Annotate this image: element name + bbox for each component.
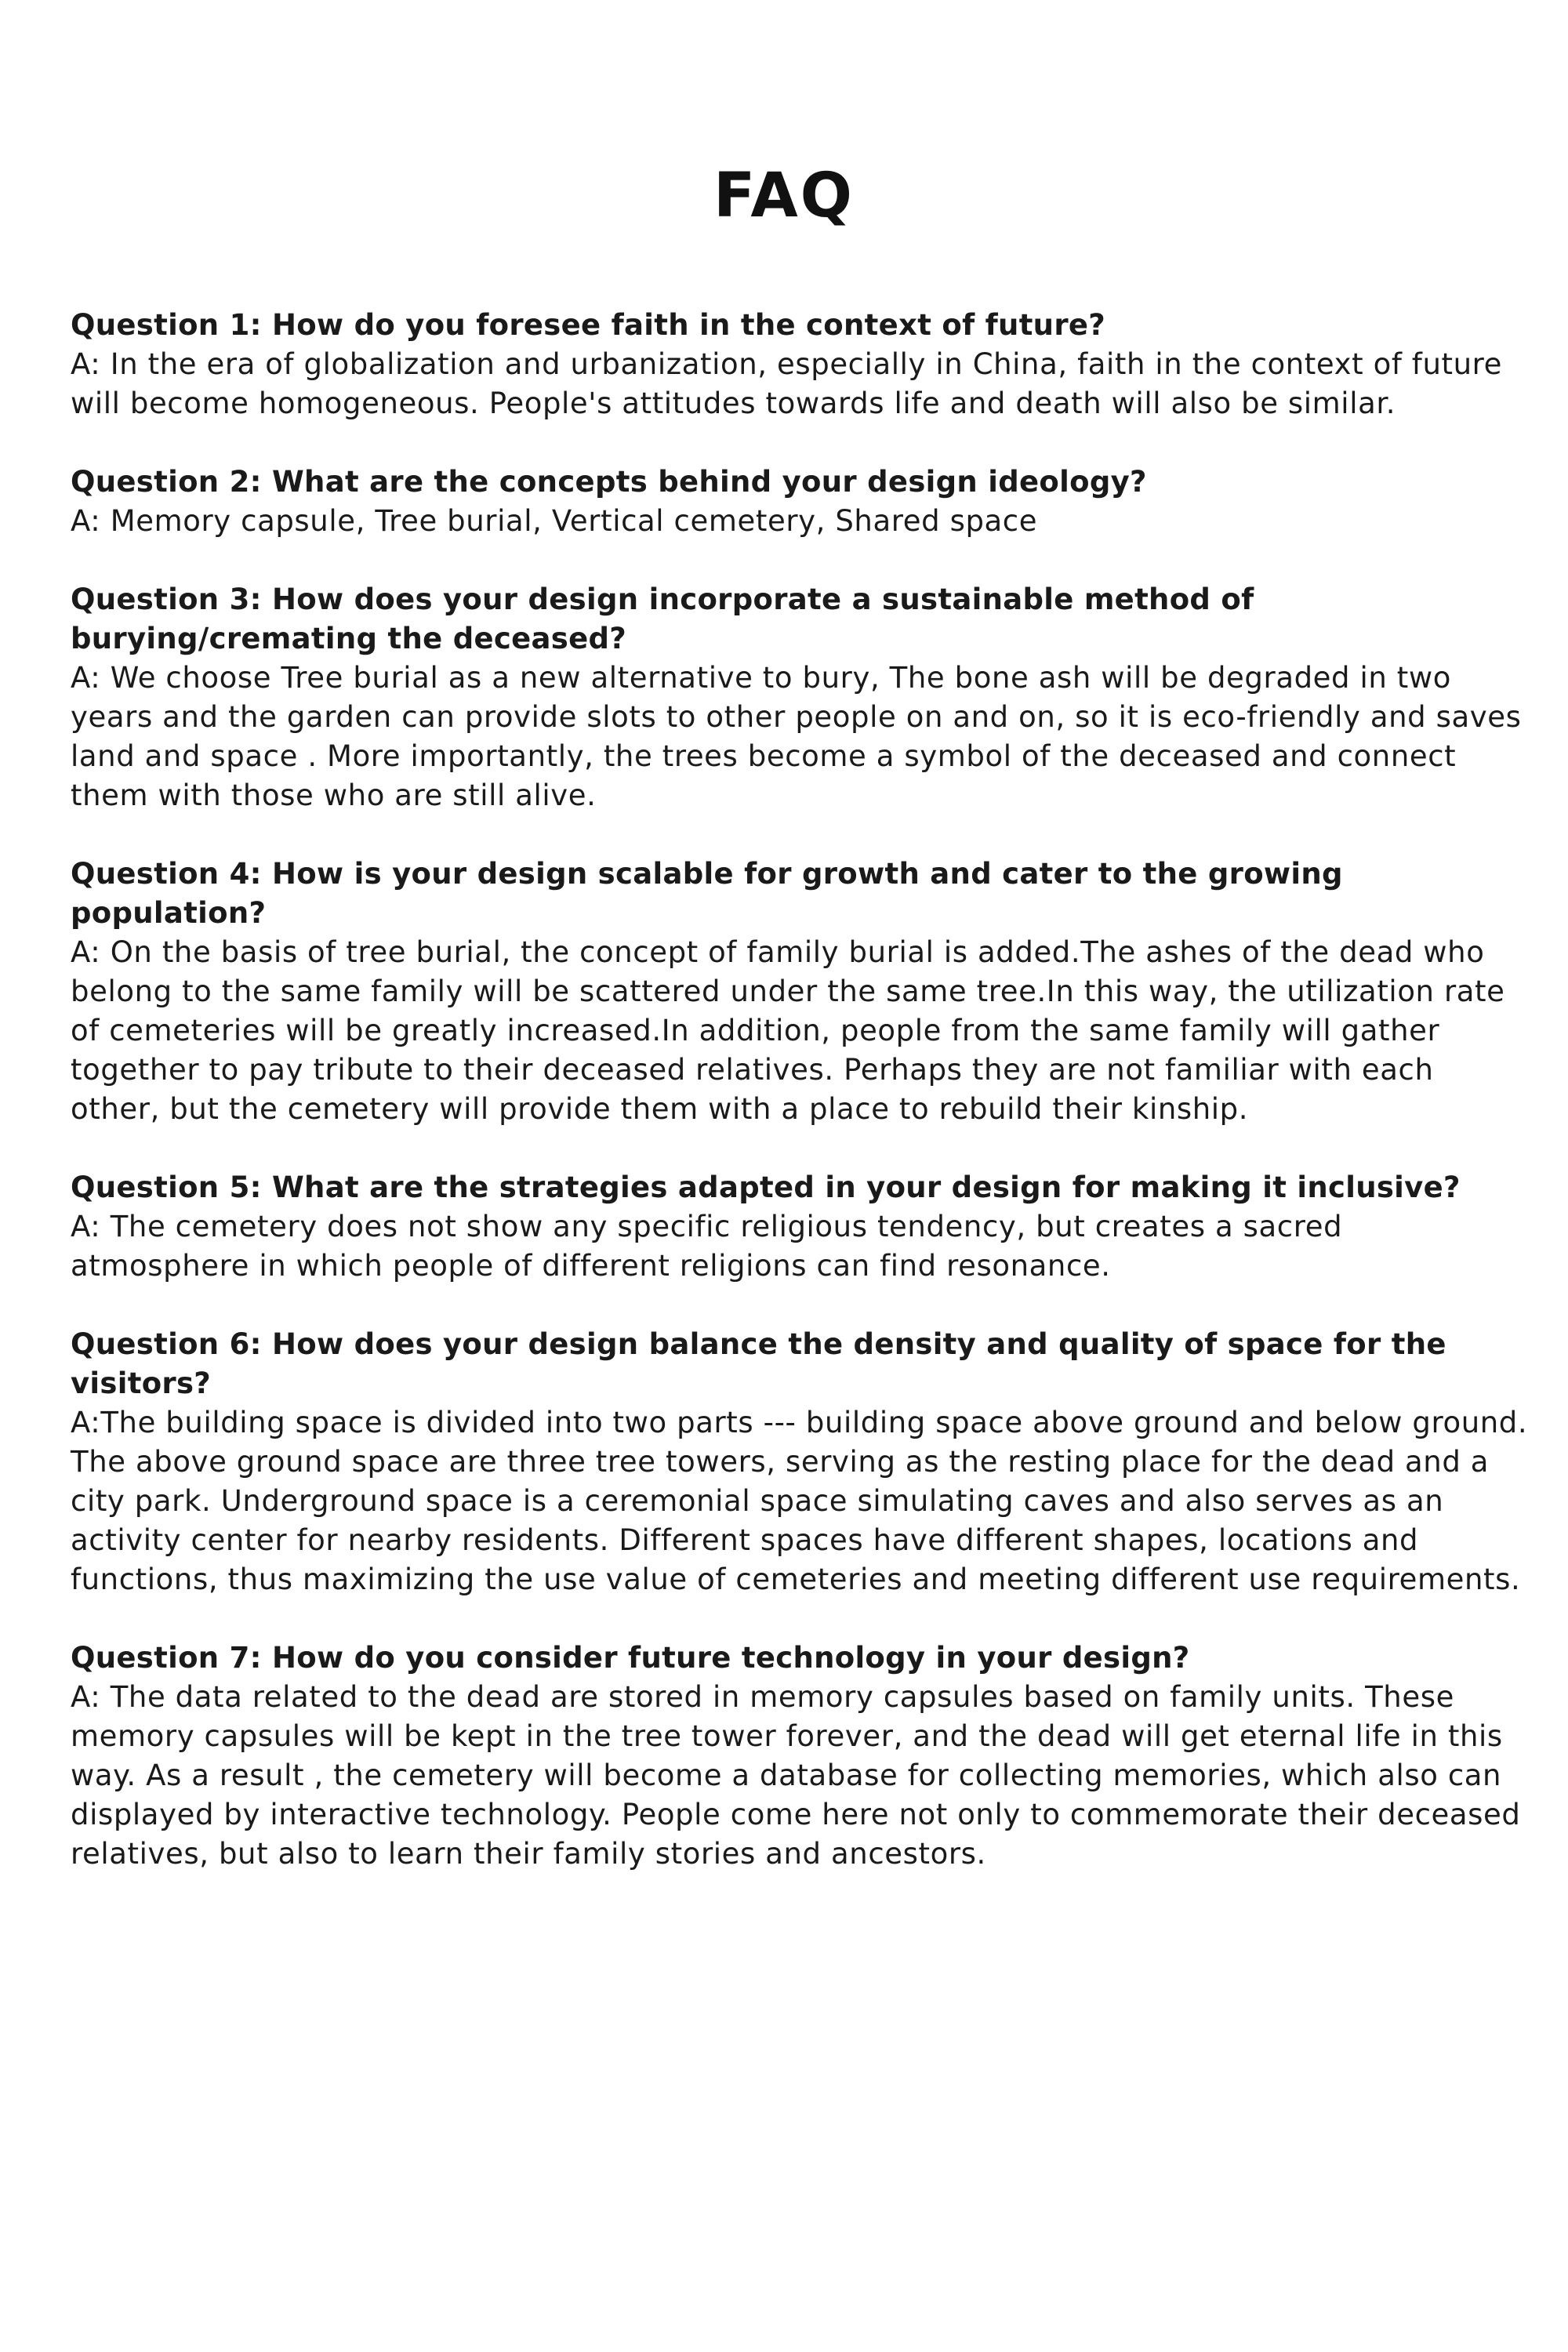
faq-question: Question 7: How do you consider future technology in your design? xyxy=(71,1641,1190,1675)
faq-answer: A: On the basis of tree burial, the concept of family burial is added.The ashes of the dead who belong to the same family will be scattered under the same tree.In this way, the utilization rate of cemeteries will be greatly increased.In addition, people from the same family will gather together to pay tribute to their deceased relatives. Perhaps they are not familiar with each other, but the cemetery will provide them with a place to rebuild their kinship. xyxy=(71,935,1505,1126)
faq-answer: A: We choose Tree burial as a new alternative to bury, The bone ash will be degraded in two years and the garden can provide slots to other people on and on, so it is eco-friendly and saves land and space . More importantly, the trees become a symbol of the deceased and connect them with those who are still alive. xyxy=(71,661,1522,812)
faq-item-6 xyxy=(71,1325,1529,1599)
faq-question: Question 3: How does your design incorporate a sustainable method of burying/cremating the deceased? xyxy=(71,583,1254,655)
page-title: FAQ xyxy=(713,161,855,231)
faq-answer: A:The building space is divided into two parts --- building space above ground and below ground. The above ground space are three tree towers, serving as the resting place for the dead and a city park. Underground space is a ceremonial space simulating caves and also serves as an activity center for nearby residents. Different spaces have different shapes, locations and functions, thus maximizing the use value of cemeteries and meeting different use requirements. xyxy=(71,1406,1528,1596)
faq-question: Question 6: How does your design balance the density and quality of space for the visitors? xyxy=(71,1327,1446,1400)
faq-answer: A: The cemetery does not show any specific religious tendency, but creates a sacred atmosphere in which people of different religions can find resonance. xyxy=(71,1210,1343,1283)
faq-answer: A: In the era of globalization and urbanization, especially in China, faith in the context of future will become homogeneous. People's attitudes towards life and death will also be similar. xyxy=(71,347,1503,420)
faq-answer: A: The data related to the dead are stored in memory capsules based on family units. These memory capsules will be kept in the tree tower forever, and the dead will get eternal life in this way. As a result , the cemetery will become a database for collecting memories, which also can displayed by interactive technology. People come here not only to commemorate their deceased relatives, but also to learn their family stories and ancestors. xyxy=(71,1680,1521,1871)
faq-list xyxy=(71,306,1529,1913)
faq-item-4 xyxy=(71,855,1529,1129)
faq-item-7 xyxy=(71,1639,1529,1874)
faq-question: Question 5: What are the strategies adapted in your design for making it inclusive? xyxy=(71,1171,1461,1204)
faq-item-5 xyxy=(71,1168,1529,1286)
faq-question: Question 2: What are the concepts behind your design ideology? xyxy=(71,465,1147,499)
faq-item-3 xyxy=(71,580,1529,815)
faq-question: Question 1: How do you foresee faith in the context of future? xyxy=(71,308,1106,342)
faq-item-2 xyxy=(71,463,1529,541)
faq-question: Question 4: How is your design scalable for growth and cater to the growing population? xyxy=(71,857,1343,930)
faq-item-1 xyxy=(71,306,1529,423)
faq-answer: A: Memory capsule, Tree burial, Vertical cemetery, Shared space xyxy=(71,504,1038,538)
